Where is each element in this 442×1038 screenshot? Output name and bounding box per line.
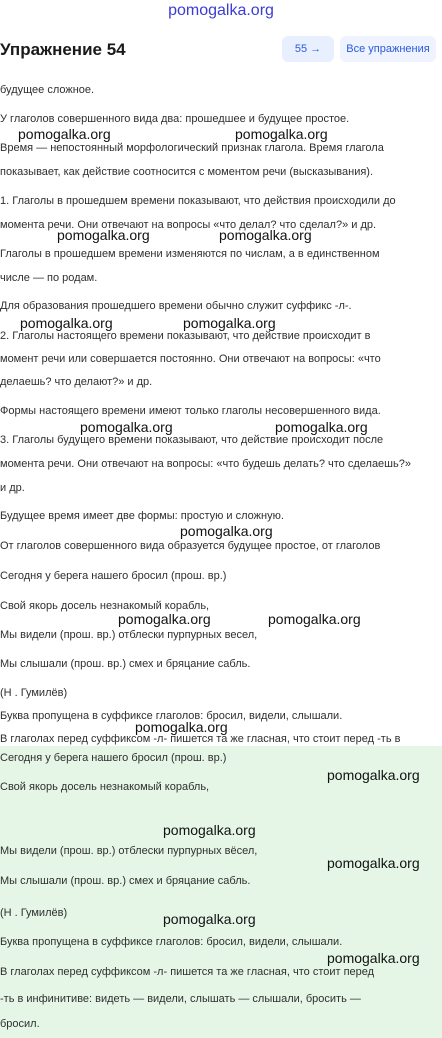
text-line: У глаголов совершенного вида два: прошедшее и будущее простое.	[0, 113, 350, 125]
answer-line: Мы слышали (прош. вр.) смех и бряцание сабль.	[0, 875, 251, 887]
text-line: От глаголов совершенного вида образуется будущее простое, от глаголов	[0, 540, 381, 552]
text-line: Мы слышали (прош. вр.) смех и бряцание сабль.	[0, 658, 251, 670]
text-line: Будущее время имеет две формы: простую и сложную.	[0, 510, 284, 522]
watermark: pomogalka.org	[235, 126, 328, 142]
watermark: pomogalka.org	[219, 227, 312, 243]
watermark: pomogalka.org	[327, 855, 420, 871]
text-line: показывает, как действие соотносится с моментом речи (высказывания).	[0, 166, 374, 178]
answer-line: Свой якорь досель незнакомый корабль,	[0, 781, 210, 793]
watermark: pomogalka.org	[327, 767, 420, 783]
text-line: Мы видели (прош. вр.) отблески пурпурных весел,	[0, 629, 258, 641]
watermark: pomogalka.org	[80, 419, 173, 435]
text-line: и др.	[0, 482, 25, 494]
text-line: момента речи. Они отвечают на вопросы «что делал? что сделал?» и др.	[0, 219, 377, 231]
watermark: pomogalka.org	[268, 611, 361, 627]
text-line: Буква пропущена в суффиксе глаголов: бросил, видели, слышали.	[0, 710, 343, 722]
text-line: момент речи или совершается постоянно. Они отвечают на вопросы: «что	[0, 353, 381, 365]
site-logo[interactable]: pomogalka.org	[168, 2, 274, 19]
answer-line: бросил.	[0, 1018, 40, 1030]
watermark: pomogalka.org	[118, 611, 211, 627]
watermark: pomogalka.org	[135, 719, 228, 735]
answer-line: Мы видели (прош. вр.) отблески пурпурных вёсел,	[0, 845, 258, 857]
watermark: pomogalka.org	[327, 950, 420, 966]
watermark: pomogalka.org	[163, 911, 256, 927]
watermark: pomogalka.org	[20, 315, 113, 331]
watermark: pomogalka.org	[18, 126, 111, 142]
next-exercise-button[interactable]: 55 →	[282, 36, 334, 62]
text-line: Глаголы в прошедшем времени изменяются по числам, а в единственном	[0, 248, 380, 260]
text-line: 2. Глаголы настоящего времени показывают, что действие происходит в	[0, 330, 371, 342]
answer-line: В глаголах перед суффиксом -л- пишется та же гласная, что стоит перед	[0, 966, 375, 978]
text-line: момента речи. Они отвечают на вопросы: «что будешь делать? что сделаешь?»	[0, 458, 411, 470]
text-line: Свой якорь досель незнакомый корабль,	[0, 600, 210, 612]
text-line: делаешь? что делают?» и др.	[0, 376, 153, 388]
all-exercises-button[interactable]: Все упражнения	[340, 36, 436, 62]
text-line: В глаголах перед суффиксом -л- пишется та же гласная, что стоит перед -ть в	[0, 733, 401, 745]
answer-line: Буква пропущена в суффиксе глаголов: бросил, видели, слышали.	[0, 936, 343, 948]
answer-line: Сегодня у берега нашего бросил (прош. вр.)	[0, 752, 227, 764]
watermark: pomogalka.org	[163, 822, 256, 838]
text-line: Сегодня у берега нашего бросил (прош. вр.)	[0, 570, 227, 582]
text-line: 1. Глаголы в прошедшем времени показывают, что действия происходили до	[0, 195, 396, 207]
page-title: Упражнение 54	[0, 40, 126, 59]
text-line: числе — по родам.	[0, 272, 98, 284]
text-line: Формы настоящего времени имеют только глаголы несовершенного вида.	[0, 405, 381, 417]
text-line: будущее сложное.	[0, 84, 95, 96]
watermark: pomogalka.org	[183, 315, 276, 331]
text-line: 3. Глаголы будущего времени показывают, что действие происходит после	[0, 434, 384, 446]
answer-line: -ть в инфинитиве: видеть — видели, слышать — слышали, бросить —	[0, 993, 361, 1005]
text-line: Время — непостоянный морфологический признак глагола. Время глагола	[0, 142, 384, 154]
watermark: pomogalka.org	[57, 227, 150, 243]
watermark: pomogalka.org	[180, 523, 273, 539]
answer-line: (Н . Гумилёв)	[0, 907, 68, 919]
text-line: (Н . Гумилёв)	[0, 687, 68, 699]
watermark: pomogalka.org	[275, 419, 368, 435]
text-line: Для образования прошедшего времени обычно служит суффикс -л-.	[0, 300, 352, 312]
